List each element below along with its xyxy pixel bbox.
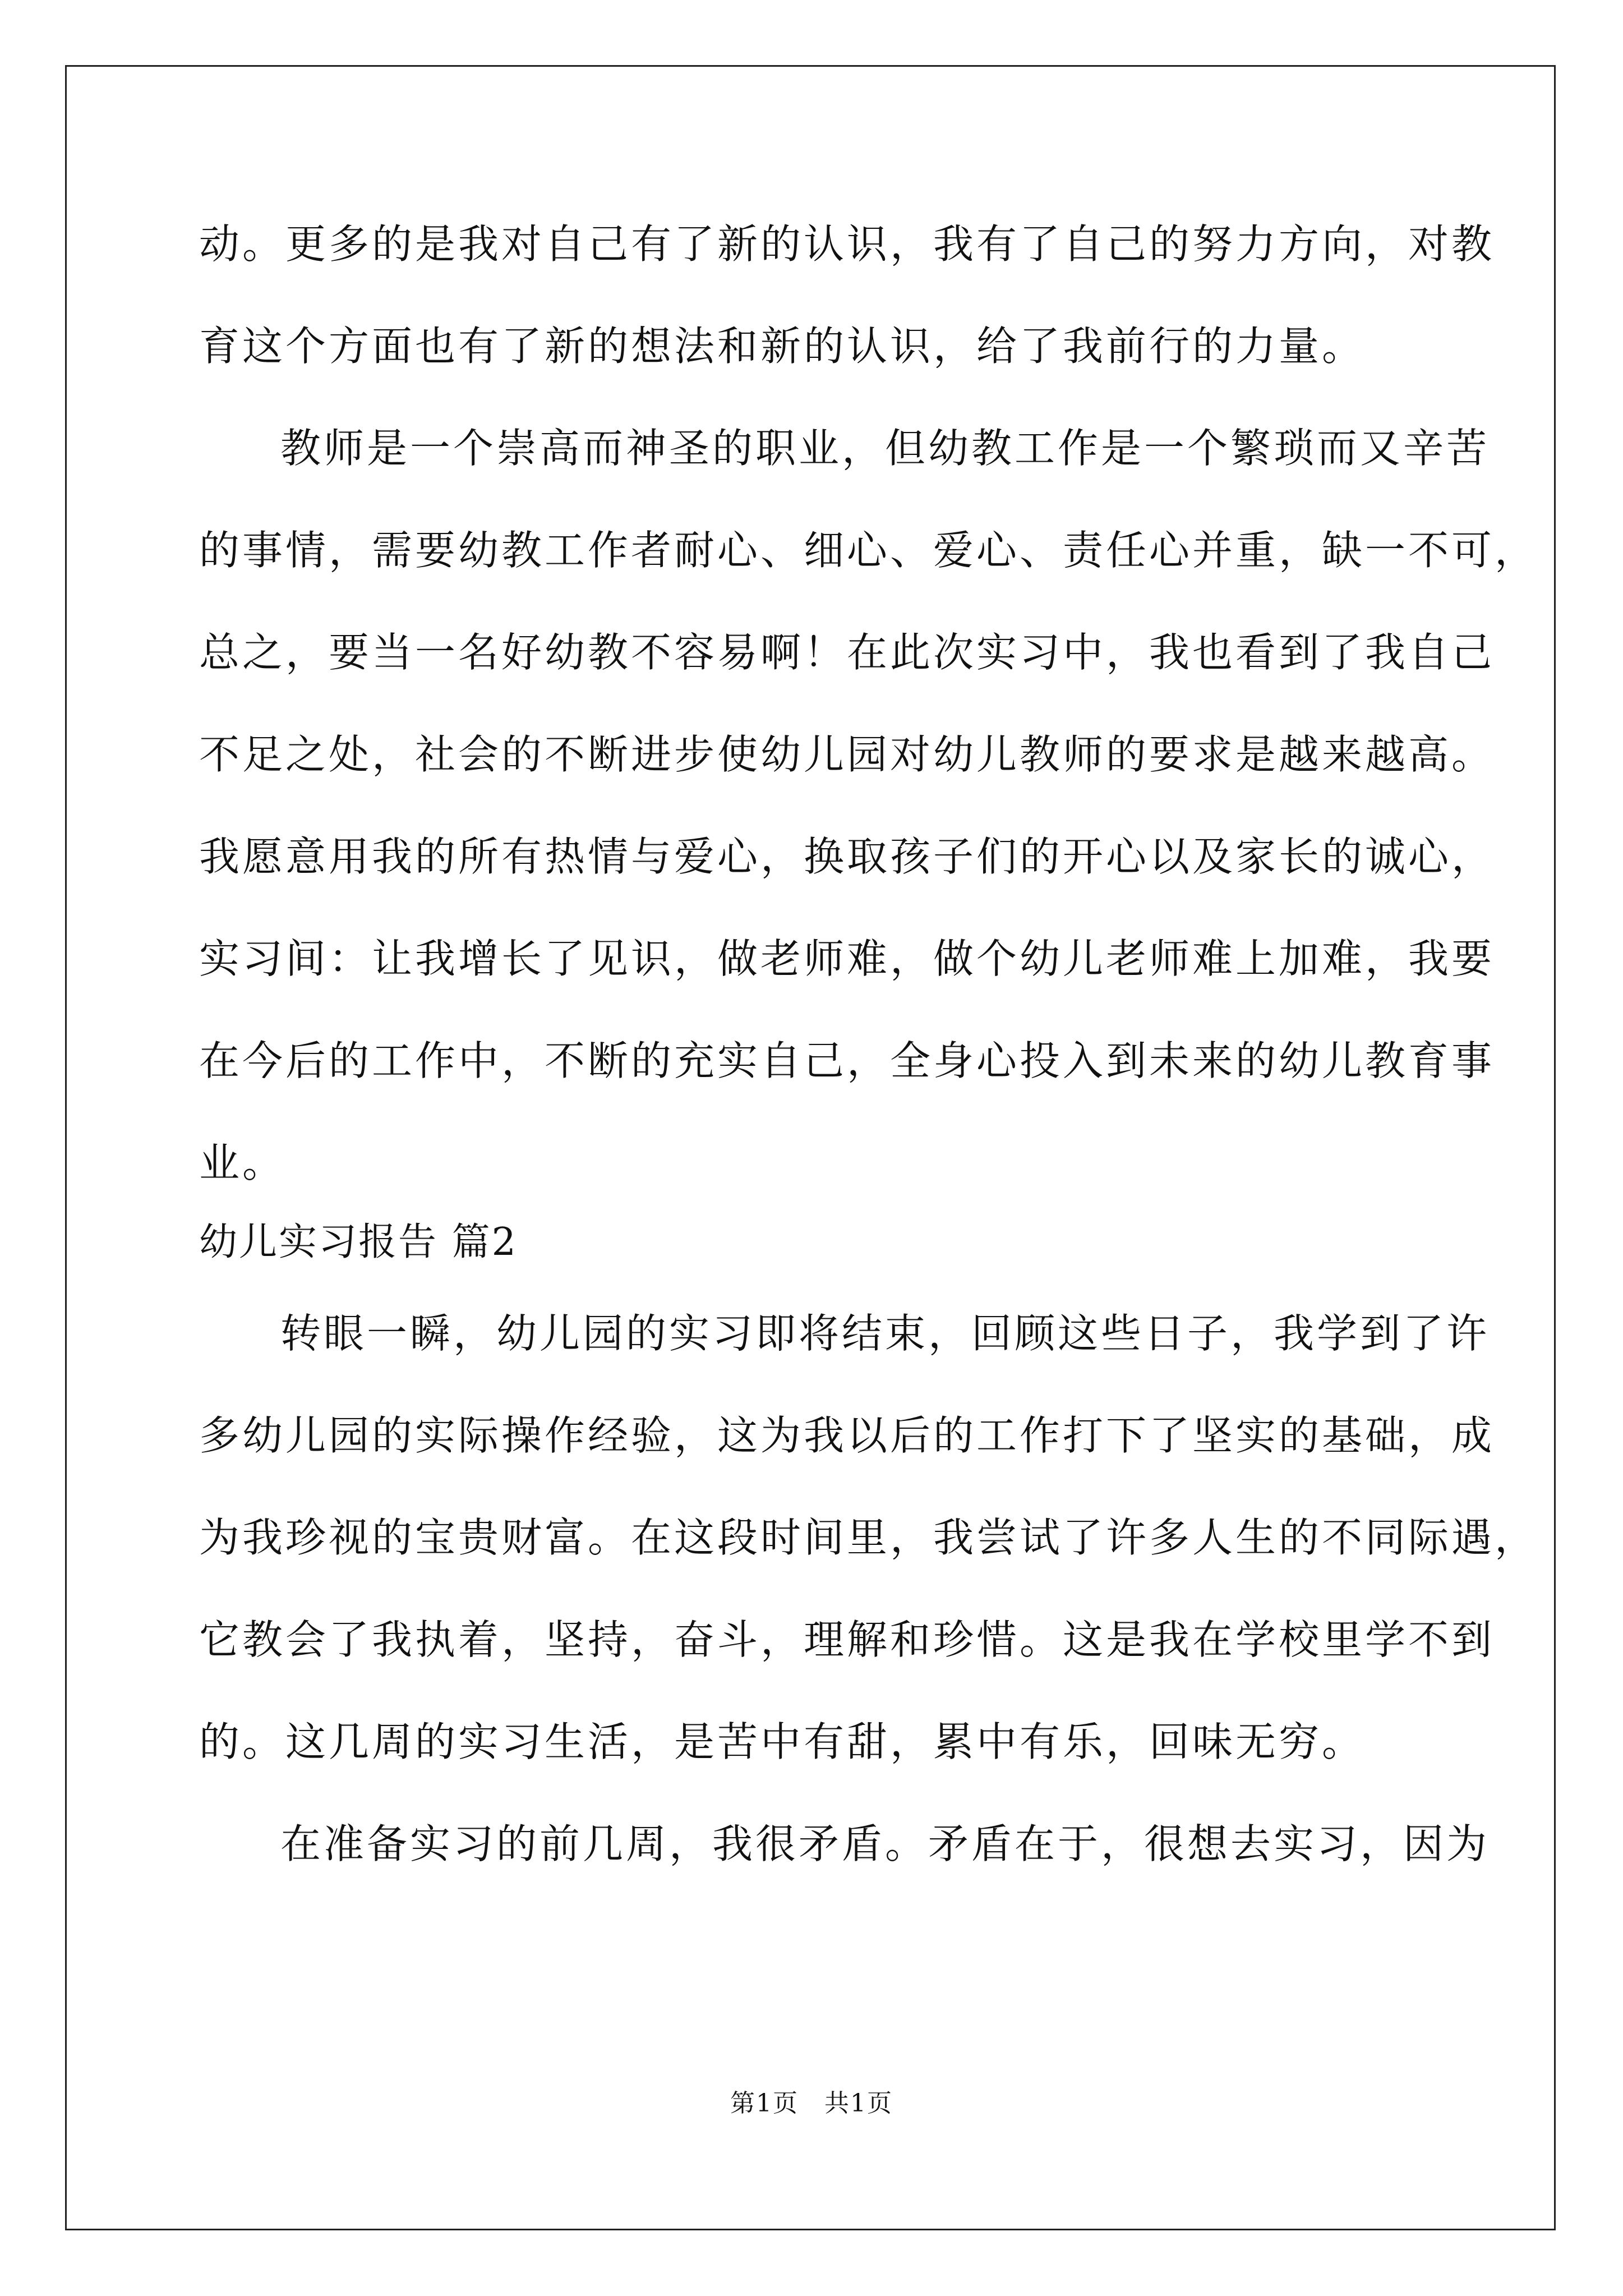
paragraph-line: 不足之处，社会的不断进步使幼儿园对幼儿教师的要求是越来越高。 [199,731,1495,778]
page-footer: 第1页 共1页 [730,2089,893,2118]
paragraph-line: 我愿意用我的所有热情与爱心，换取孩子们的开心以及家长的诚心， [199,833,1495,880]
paragraph-line: 的事情，需要幼教工作者耐心、细心、爱心、责任心并重，缺一不可， [199,527,1538,574]
paragraph-line: 转眼一瞬，幼儿园的实习即将结束，回顾这些日子，我学到了许 [280,1310,1490,1357]
paragraph-line: 为我珍视的宝贵财富。在这段时间里，我尝试了许多人生的不同际遇， [199,1514,1538,1561]
paragraph-line: 多幼儿园的实际操作经验，这为我以后的工作打下了坚实的基础，成 [199,1412,1495,1459]
paragraph-line: 育这个方面也有了新的想法和新的认识，给了我前行的力量。 [199,323,1366,370]
section-paragraph-2 [199,1819,1490,1869]
document-body [199,219,1538,1869]
paragraph-line: 业。 [199,1139,286,1186]
paragraph-line: 在今后的工作中，不断的充实自己，全身心投入到未来的幼儿教育事 [199,1037,1495,1084]
paragraph-line: 的。这几周的实习生活，是苦中有甜，累中有乐，回味无穷。 [199,1718,1366,1765]
paragraph-line: 教师是一个崇高而神圣的职业，但幼教工作是一个繁琐而又辛苦 [280,425,1490,472]
paragraph-line: 它教会了我执着，坚持，奋斗，理解和珍惜。这是我在学校里学不到 [199,1616,1495,1663]
paragraph-line: 总之，要当一名好幼教不容易啊！在此次实习中，我也看到了我自己 [199,629,1495,676]
section-paragraph-1 [199,1308,1538,1767]
section-heading: 幼儿实习报告 篇2 [199,1220,518,1264]
paragraph-1 [199,219,1495,371]
paragraph-line: 动。更多的是我对自己有了新的认识，我有了自己的努力方向，对教 [199,220,1495,268]
paragraph-2 [199,423,1538,1188]
paragraph-line: 实习间：让我增长了见识，做老师难，做个幼儿老师难上加难，我要 [199,935,1495,982]
paragraph-line: 在准备实习的前几周，我很矛盾。矛盾在于，很想去实习，因为 [280,1820,1490,1867]
